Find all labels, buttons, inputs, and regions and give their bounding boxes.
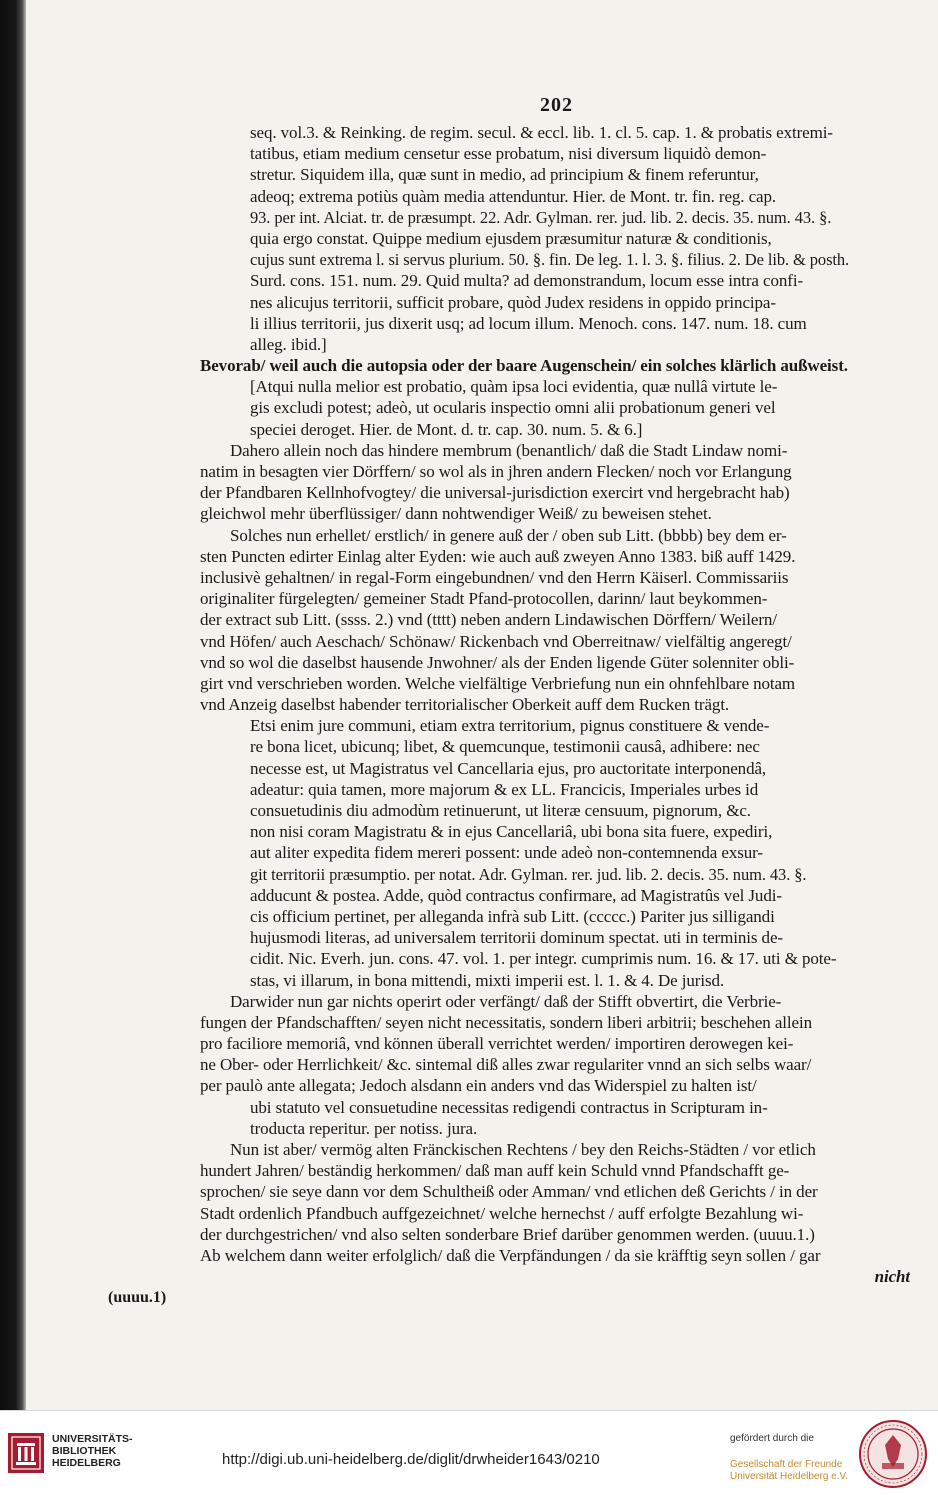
text-line: Solches nun erhellet/ erstlich/ in genere auß der / oben sub Litt. (bbbb) bey dem er-	[230, 525, 787, 545]
text-line: adeoq; extrema potiùs quàm media attenduntur. Hier. de Mont. tr. fin. reg. cap.	[250, 186, 777, 206]
text-line: sten Puncten edirter Einlag alter Eyden: wie auch auß zweyen Anno 1383. biß auff 1429.	[200, 546, 796, 566]
text-line: speciei deroget. Hier. de Mont. d. tr. cap. 30. num. 5. & 6.]	[250, 419, 643, 439]
text-line: der extract sub Litt. (ssss. 2.) vnd (tttt) neben andern Lindawischen Dörffern/ Weilern/	[200, 610, 777, 630]
text-line: Etsi enim jure communi, etiam extra territorium, pignus constituere & vende-	[250, 716, 770, 736]
text-line: necesse est, ut Magistratus vel Cancellaria ejus, pro auctoritate interponendâ,	[250, 758, 767, 778]
text-line: Darwider nun gar nichts operirt oder verfängt/ daß der Stifft obvertirt, die Verbrie-	[230, 991, 782, 1011]
text-line: Bevorab/ weil auch die autopsia oder der baare Augenschein/ ein solches klärlich außweist.	[200, 356, 848, 376]
page-text-block	[200, 122, 910, 1287]
text-line: hujusmodi literas, ad universalem territorii dominum spectat. uti in terminis de-	[250, 928, 783, 948]
catchword: nicht	[874, 1267, 910, 1287]
text-line: consuetudinis diu admodùm retinuerunt, ut literæ censuum, pignorum, &c.	[250, 801, 751, 820]
text-line: adeatur: quia tamen, more majorum & ex LL. Francicis, Imperiales urbes id	[250, 779, 759, 799]
text-line: pro faciliore memoriâ, vnd können überall verrichtet werden/ importiren derowegen kei-	[200, 1034, 794, 1054]
text-line: Dahero allein noch das hindere membrum (benantlich/ daß die Stadt Lindaw nomi-	[230, 440, 788, 460]
text-line: [Atqui nulla melior est probatio, quàm ipsa loci evidentia, quæ nullâ virtute le-	[250, 377, 778, 397]
university-library-logo[interactable]	[8, 1433, 44, 1473]
text-line: Surd. cons. 151. num. 29. Quid multa? ad demonstrandum, locum esse intra confi-	[250, 271, 804, 291]
library-name-line: UNIVERSITÄTS-	[52, 1433, 133, 1445]
funder-name-line: Universität Heidelberg e.V.	[730, 1471, 849, 1482]
text-line: Ab welchem dann weiter erfolglich/ daß die Verpfändungen / da sie kräfftig seyn sollen / gar	[200, 1245, 821, 1265]
funded-by-label: gefördert durch die	[730, 1433, 814, 1444]
text-line: Stadt ordenlich Pfandbuch auffgezeichnet/ welche hernechst / auff erfolgte Bezahlung wi-	[200, 1203, 804, 1223]
text-line: nes alicujus territorii, sufficit probare, quòd Judex residens in oppido principa-	[250, 292, 776, 312]
text-line: cujus sunt extrema l. si servus plurium. 50. §. fin. De leg. 1. l. 3. §. filius. 2. De lib. & posth.	[250, 250, 850, 270]
text-line: sprochen/ sie seye dann vor dem Schultheiß oder Amman/ vnd etlichen deß Gerichts / in der	[200, 1182, 818, 1202]
text-line: quia ergo constat. Quippe medium ejusdem præsumitur naturæ & conditionis,	[250, 228, 772, 248]
text-line: ubi statuto vel consuetudine necessitas redigendi contractus in Scripturam in-	[250, 1097, 768, 1117]
viewer-footer	[0, 1410, 938, 1495]
text-line: alleg. ibid.]	[250, 334, 327, 354]
text-line: gleichwol mehr überflüssiger/ dann nohtwendiger Weiß/ zu beweisen stehet.	[200, 504, 712, 524]
text-line: 93. per int. Alciat. tr. de præsumpt. 22. Adr. Gylman. rer. jud. lib. 2. decis. 35. num. 43. §.	[250, 207, 832, 227]
text-line: natim in besagten vier Dörffern/ so wol als in jhren andern Flecken/ noch vor Erlangung	[200, 462, 792, 481]
margin-note: (uuuu.1)	[108, 1289, 167, 1306]
library-name[interactable]	[52, 1433, 133, 1469]
text-line: vnd Anzeig daselbst habender territorialischer Oberkeit auff dem Rucken trägt.	[200, 695, 730, 715]
library-name-line: HEIDELBERG	[52, 1457, 121, 1469]
text-line: git territorii præsumptio. per notat. Adr. Gylman. rer. jud. lib. 2. decis. 35. num. 43. §.	[250, 864, 807, 884]
text-line: aut aliter expedita fidem mereri possent: unde adeò non-contemnenda exsur-	[250, 843, 763, 863]
text-line: hundert Jahren/ beständig herkommen/ daß man auff kein Schuld vnnd Pfandschafft ge-	[200, 1161, 790, 1181]
funder-name-line: Gesellschaft der Freunde	[730, 1459, 843, 1470]
text-line: originaliter fürgelegten/ gemeiner Stadt Pfand-protocollen, darinn/ laut beykommen-	[200, 589, 768, 609]
text-line: cidit. Nic. Everh. jun. cons. 47. vol. 1. per integr. cumprimis num. 16. & 17. uti & pote-	[250, 949, 837, 969]
text-line: troducta reperitur. per notiss. jura.	[250, 1118, 478, 1138]
text-line: per paulò ante allegata; Jedoch alsdann ein anders vnd das Widerspiel zu halten ist/	[200, 1076, 757, 1096]
library-emblem-icon	[8, 1433, 44, 1473]
text-line: gis excludi potest; adeò, ut ocularis inspectio omni alii probationum generi vel	[250, 398, 776, 418]
funder-name[interactable]	[730, 1459, 848, 1483]
text-line: stretur. Siquidem illa, quæ sunt in medio, ad principium & finem referuntur,	[250, 165, 759, 185]
text-line: ne Ober- oder Herrlichkeit/ &c. sintemal diß alles zwar regulariter vnnd an sich selbs waar/	[200, 1055, 812, 1075]
page-number: 202	[540, 94, 573, 116]
book-binding-edge	[0, 0, 26, 1410]
text-line: adducunt & postea. Adde, quòd contractus confirmare, ad Magistratûs vel Judi-	[250, 885, 782, 905]
text-line: cis officium pertinet, per alleganda infrà sub Litt. (ccccc.) Pariter jus silligandi	[250, 906, 775, 926]
text-line: inclusivè gehaltnen/ in regal-Form eingebundnen/ vnd den Herrn Käiserl. Commissariis	[200, 567, 789, 587]
text-line: fungen der Pfandschafften/ seyen nicht necessitatis, sondern liberi arbitrii; beschehen allein	[200, 1012, 812, 1032]
library-name-line: BIBLIOTHEK	[52, 1445, 117, 1457]
text-line: li illius territorii, jus dixerit usq; ad locum illum. Menoch. cons. 147. num. 18. cum	[250, 313, 807, 333]
permalink-url[interactable]: http://digi.ub.uni-heidelberg.de/diglit/drwheider1643/0210	[222, 1451, 600, 1468]
text-line: re bona licet, ubicunq; libet, & quemcunque, testimonii causâ, adhibere: nec	[250, 737, 760, 757]
text-line: Nun ist aber/ vermög alten Fränckischen Rechtens / bey den Reichs-Städten / vor etlich	[230, 1140, 816, 1159]
text-line: non nisi coram Magistratu & in ejus Cancellariâ, ubi bona sita fuere, expediri,	[250, 822, 773, 842]
text-line: vnd so wol die daselbst hausende Jnwohner/ als der Enden ligende Güter solenniter obli-	[200, 652, 795, 672]
text-line: stas, vi illarum, in bona mittendi, mixti imperii est. l. 1. & 4. De jurisd.	[250, 970, 725, 990]
text-line: seq. vol.3. & Reinking. de regim. secul. & eccl. lib. 1. cl. 5. cap. 1. & probatis extremi-	[250, 123, 833, 142]
text-line: tatibus, etiam medium censetur esse probatum, nisi diversum liquidò demon-	[250, 144, 767, 164]
text-line: vnd Höfen/ auch Aeschach/ Schönaw/ Rickenbach vnd Oberreitnaw/ vielfältig angeregt/	[200, 631, 792, 651]
text-line: der durchgestrichen/ vnd also selten sonderbare Brief darüber genommen werden. (uuuu.1.)	[200, 1224, 815, 1244]
university-seal-icon	[858, 1419, 928, 1489]
text-line: girt vnd verschrieben worden. Welche vielfältige Verbriefung nun ein ohnfehlbare notam	[200, 673, 796, 693]
text-line: der Pfandbaren Kellnhofvogtey/ die universal-jurisdiction exercirt vnd hergebracht hab)	[200, 483, 790, 503]
